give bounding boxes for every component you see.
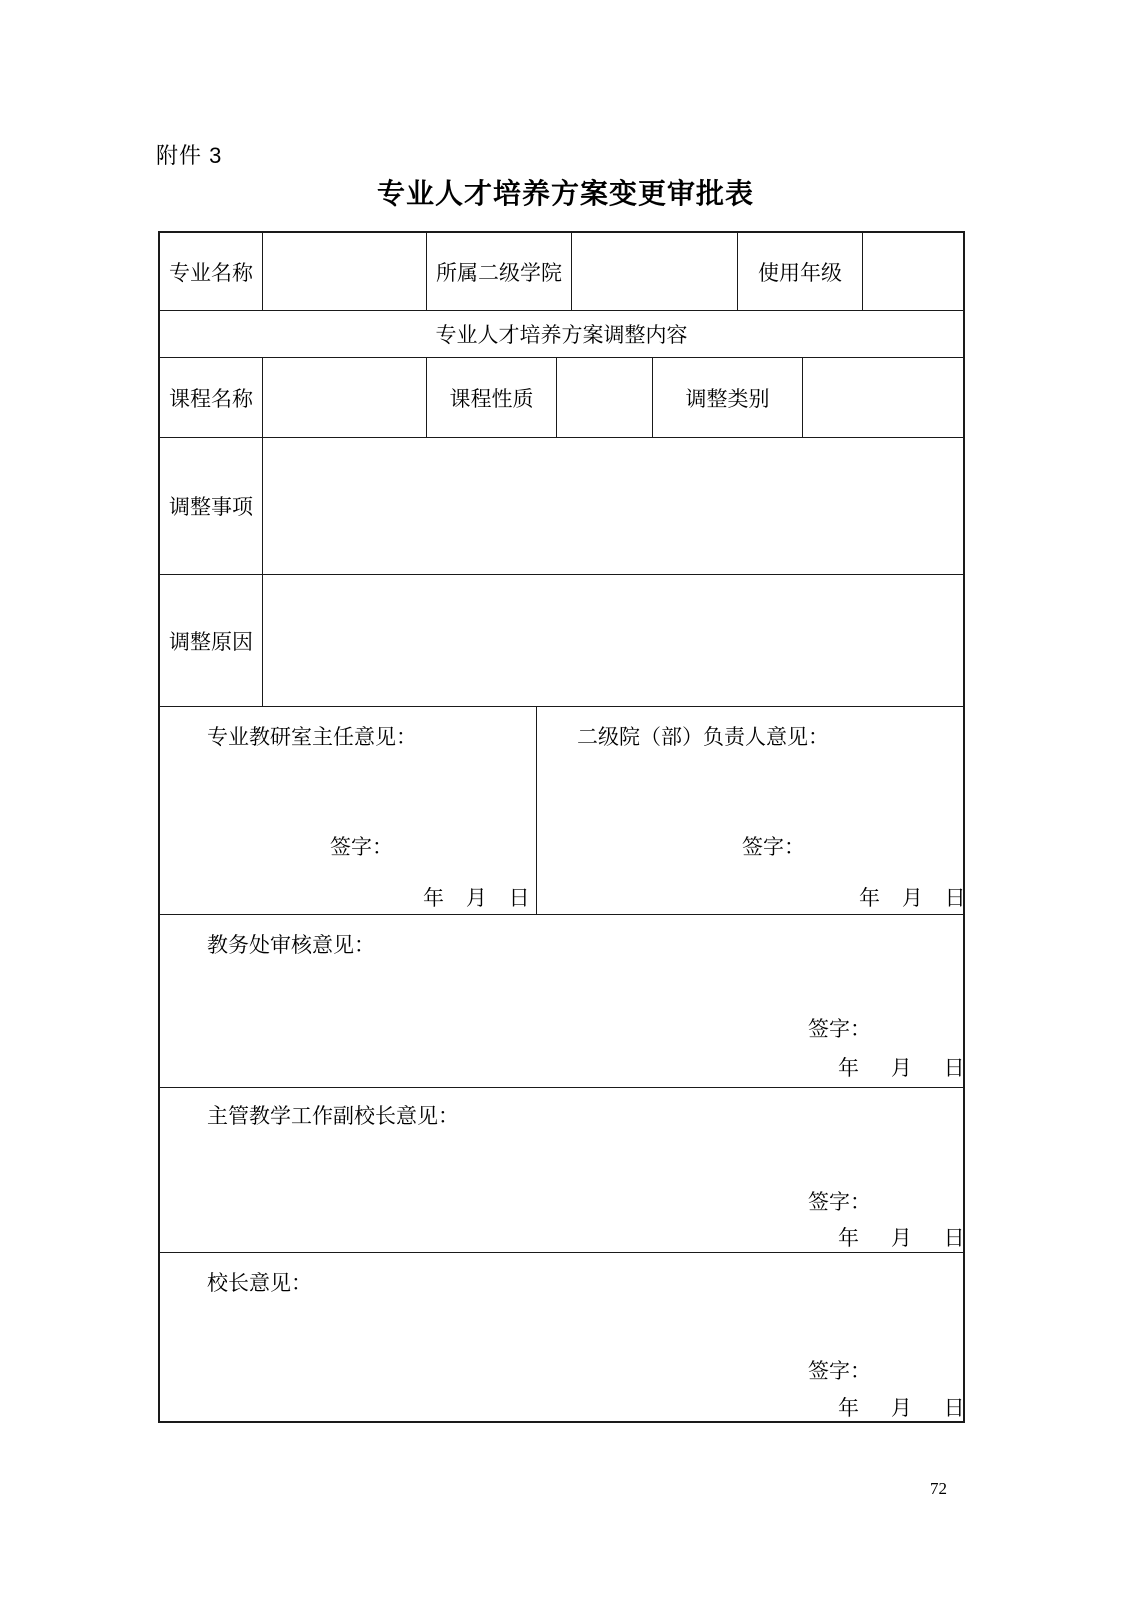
attachment-number-label: 附件 3	[156, 143, 223, 168]
vice-president-opinion-row	[160, 1088, 963, 1253]
adjust-category-label: 调整类别	[653, 358, 803, 437]
vice-president-opinion-cell[interactable]	[160, 1088, 963, 1252]
course-nature-label: 课程性质	[427, 358, 557, 437]
grade-input-cell[interactable]	[863, 233, 963, 310]
adjust-reason-row	[160, 575, 963, 707]
adjust-items-input-cell[interactable]	[263, 438, 963, 574]
dual-opinion-row	[160, 707, 966, 915]
college-input-cell[interactable]	[572, 233, 738, 310]
vice-president-date-label: 年 月 日	[838, 1227, 965, 1250]
college-head-date-label: 年 月 日	[859, 887, 966, 910]
teaching-office-opinion-cell[interactable]	[160, 707, 537, 914]
academic-affairs-opinion-cell[interactable]	[160, 915, 963, 1087]
adjust-reason-input-cell[interactable]	[263, 575, 963, 706]
teaching-office-opinion-label: 专业教研室主任意见：	[207, 726, 417, 749]
course-name-input-cell[interactable]	[263, 358, 427, 437]
section-header-row	[160, 311, 963, 358]
president-opinion-label: 校长意见：	[207, 1272, 312, 1295]
major-name-input-cell[interactable]	[263, 233, 427, 310]
section-header: 专业人才培养方案调整内容	[435, 324, 688, 347]
course-name-label: 课程名称	[160, 358, 263, 437]
teaching-office-date-label: 年 月 日	[423, 887, 530, 910]
academic-affairs-opinion-label: 教务处审核意见：	[207, 934, 375, 957]
vice-president-opinion-label: 主管教学工作副校长意见：	[207, 1105, 459, 1128]
academic-affairs-sign-label: 签字：	[808, 1018, 871, 1041]
academic-affairs-opinion-row	[160, 915, 963, 1088]
grade-label: 使用年级	[738, 233, 863, 310]
course-nature-input-cell[interactable]	[557, 358, 653, 437]
college-head-opinion-label: 二级院（部）负责人意见：	[577, 726, 829, 749]
academic-affairs-date-label: 年 月 日	[838, 1057, 965, 1080]
vice-president-sign-label: 签字：	[808, 1191, 871, 1214]
major-name-label: 专业名称	[160, 233, 263, 310]
college-head-opinion-cell[interactable]	[537, 707, 966, 914]
header-row	[160, 233, 963, 311]
college-label: 所属二级学院	[427, 233, 572, 310]
president-sign-label: 签字：	[808, 1360, 871, 1383]
teaching-office-sign-label: 签字：	[330, 836, 393, 859]
college-head-sign-label: 签字：	[742, 836, 805, 859]
form-title: 专业人才培养方案变更审批表	[376, 178, 754, 209]
president-date-label: 年 月 日	[838, 1397, 965, 1420]
adjust-reason-label: 调整原因	[160, 575, 263, 706]
president-opinion-row	[160, 1253, 963, 1421]
president-opinion-cell[interactable]	[160, 1253, 963, 1421]
adjust-category-input-cell[interactable]	[803, 358, 963, 437]
approval-form-table	[158, 231, 965, 1423]
page-number: 72	[930, 1479, 947, 1498]
adjust-items-row	[160, 438, 963, 575]
course-row	[160, 358, 963, 438]
adjust-items-label: 调整事项	[160, 438, 263, 574]
